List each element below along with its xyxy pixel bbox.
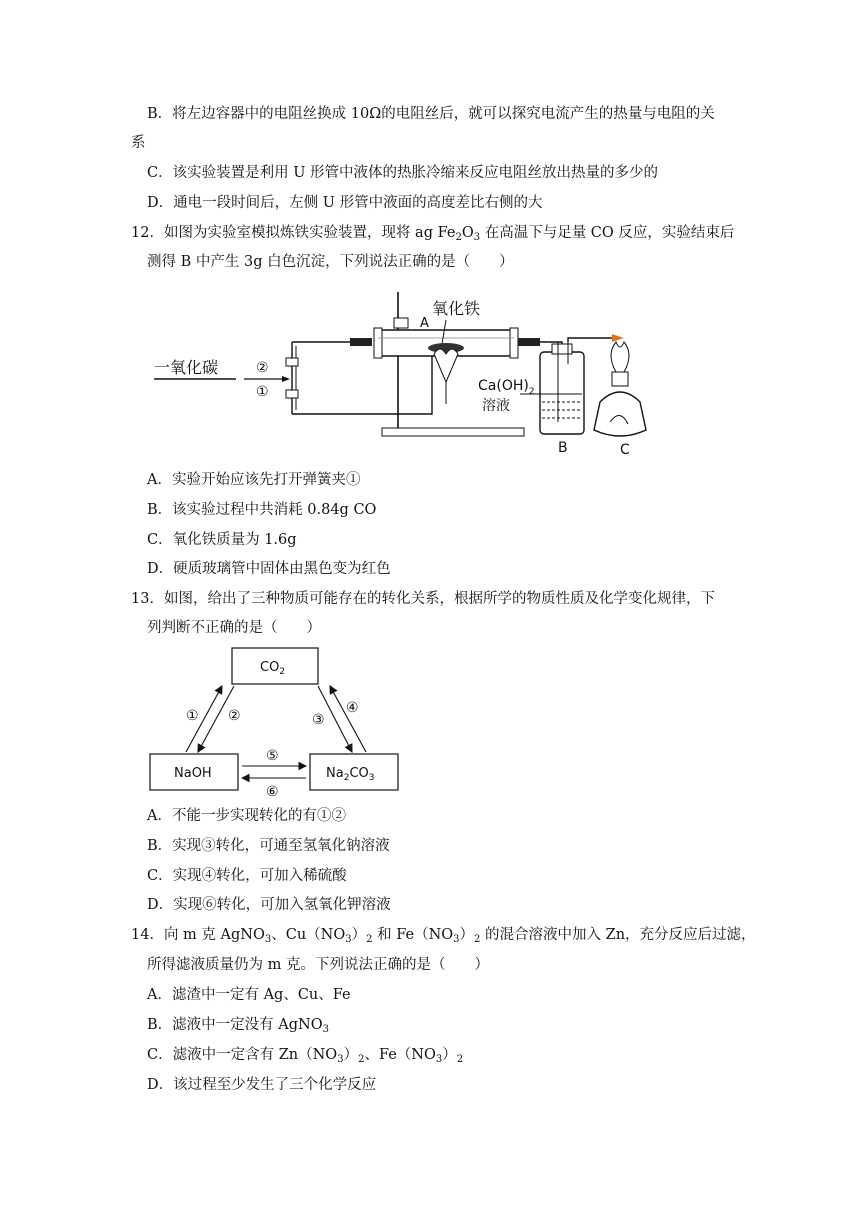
q11-option-d: D．通电一段时间后，左侧 U 形管中液面的高度差比右侧的大 — [147, 195, 543, 211]
label-a: A — [420, 316, 429, 331]
q14-option-a: A．滤渣中一定有 Ag、Cu、Fe — [147, 987, 351, 1003]
solution-label: 溶液 — [482, 398, 510, 414]
q11-option-c: C．该实验装置是利用 U 形管中液体的热胀冷缩来反应电阻丝放出热量的多少的 — [147, 165, 659, 181]
q13-stem-line2: 列判断不正确的是（ ） — [147, 620, 321, 636]
naoh-label: NaOH — [174, 766, 212, 781]
q12-option-c: C．氧化铁质量为 1.6g — [147, 532, 297, 548]
arrow-1-label: ① — [186, 708, 199, 724]
clip-1-label: ① — [256, 384, 269, 400]
clip-2-label: ② — [256, 360, 269, 376]
q13-option-b: B．实现③转化，可通至氢氧化钠溶液 — [147, 838, 390, 854]
q13-conversion-diagram — [148, 644, 408, 800]
q11-option-b-line1: B．将左边容器中的电阻丝换成 10Ω的电阻丝后，就可以探究电流产生的热量与电阻的关 — [147, 106, 715, 122]
q11-option-b-line2: 系 — [131, 135, 146, 151]
q12-option-d: D．硬质玻璃管中固体由黑色变为红色 — [147, 561, 391, 577]
arrow-3-label: ③ — [312, 712, 325, 728]
iron-oxide-label: 氧化铁 — [432, 299, 481, 318]
q12-stem-line1: 12．如图为实验室模拟炼铁实验装置，现将 ag $Fe_2O_3$ 在高温下与足量 CO 反应，实验结束后 — [131, 225, 735, 243]
label-b: B — [558, 440, 568, 456]
label-c: C — [620, 442, 630, 458]
q13-option-c: C．实现④转化，可加入稀硫酸 — [147, 868, 347, 884]
co2-label: $CO_2$ — [260, 660, 286, 677]
q12-stem-line2: 测得 B 中产生 3g 白色沉淀，下列说法正确的是（ ） — [147, 254, 514, 270]
arrow-5-label: ⑤ — [266, 748, 279, 764]
q14-stem-line1: 14．向 m 克 AgNO$_3$、$Cu(NO_3)_2$ 和 $Fe(NO_3)_2$ 的混合溶液中加入 Zn，充分反应后过滤， — [131, 927, 756, 945]
co-label: 一氧化碳 — [154, 358, 219, 377]
q14-stem-line2: 所得滤液质量仍为 m 克。下列说法正确的是（ ） — [147, 957, 489, 973]
caoh2-label: $Ca(OH)_2$ — [478, 378, 535, 397]
q14-option-c: C．滤液中一定含有 $Zn(NO_3)_2$、$Fe(NO_3)_2$ — [147, 1047, 464, 1065]
q14-option-b: B．滤液中一定没有 AgNO$_3$ — [147, 1017, 329, 1035]
q12-option-b: B．该实验过程中共消耗 0.84g CO — [147, 502, 377, 518]
arrow-6-label: ⑥ — [266, 784, 279, 800]
arrow-2-label: ② — [228, 708, 241, 724]
q13-option-d: D．实现⑥转化，可加入氢氧化钾溶液 — [147, 897, 391, 913]
arrow-4-label: ④ — [346, 700, 359, 716]
q12-option-a: A．实验开始应该先打开弹簧夹① — [147, 472, 361, 488]
na2co3-label: $Na_2CO_3$ — [326, 766, 375, 783]
q14-option-d: D．该过程至少发生了三个化学反应 — [147, 1077, 377, 1093]
q13-stem-line1: 13．如图，给出了三种物质可能存在的转化关系，根据所学的物质性质及化学变化规律，下 — [131, 591, 715, 607]
q13-option-a: A．不能一步实现转化的有①② — [147, 808, 346, 824]
q12-apparatus-figure — [150, 282, 670, 458]
